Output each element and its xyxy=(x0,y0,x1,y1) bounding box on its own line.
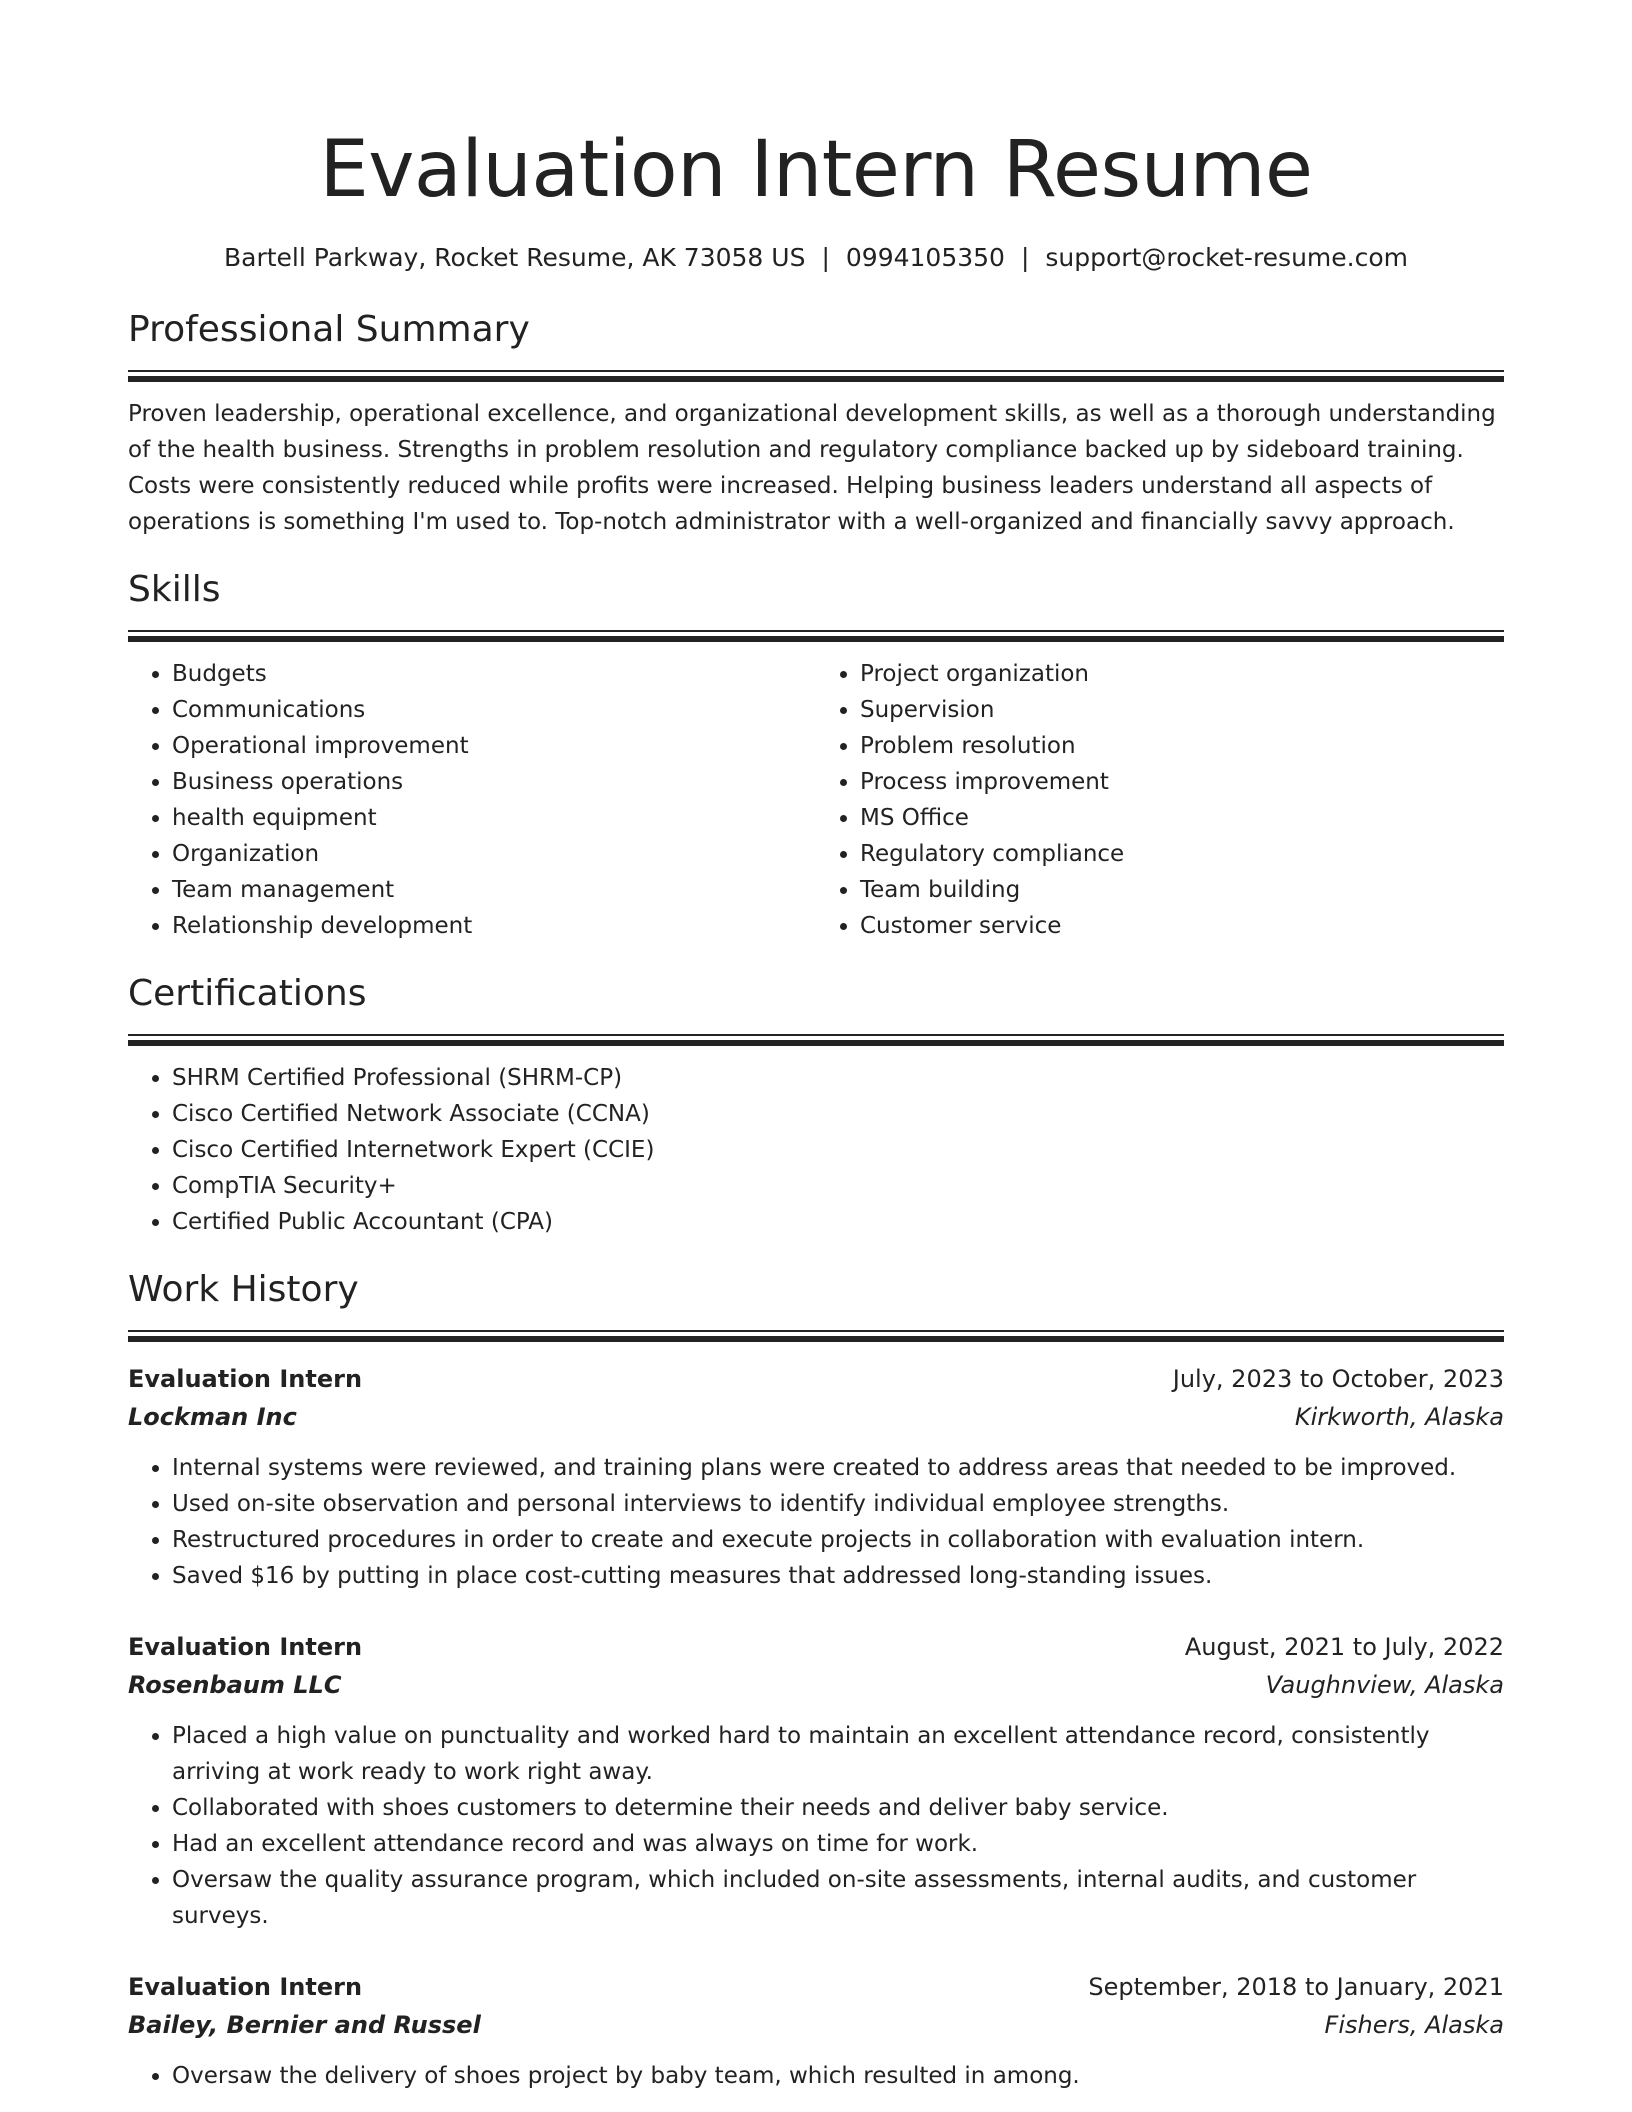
section-title-certifications: Certifications xyxy=(128,973,367,1014)
contact-phone: 0994105350 xyxy=(845,243,1005,272)
certification-item: • Cisco Certified Internetwork Expert (CCIE) xyxy=(172,1132,1504,1168)
skill-item: • Project organization xyxy=(860,656,1504,692)
job-company: Rosenbaum LLC xyxy=(128,1671,342,1699)
skill-item: • Operational improvement xyxy=(172,728,816,764)
skill-item: • Regulatory compliance xyxy=(860,836,1504,872)
skill-item: • Process improvement xyxy=(860,764,1504,800)
skill-item: • Organization xyxy=(172,836,816,872)
certifications-section xyxy=(128,970,1504,1240)
skill-item: • Team building xyxy=(860,872,1504,908)
section-title-summary: Professional Summary xyxy=(128,309,530,350)
job-header-row xyxy=(128,1360,1504,1398)
certification-item: • SHRM Certified Professional (SHRM-CP) xyxy=(172,1060,1504,1096)
contact-line xyxy=(128,240,1504,276)
skill-item: • Supervision xyxy=(860,692,1504,728)
certification-item: • Certified Public Accountant (CPA) xyxy=(172,1204,1504,1240)
skill-item: • Problem resolution xyxy=(860,728,1504,764)
skill-item: • Communications xyxy=(172,692,816,728)
certification-item: • CompTIA Security+ xyxy=(172,1168,1504,1204)
job-bullet: • Collaborated with shoes customers to determine their needs and deliver baby service. xyxy=(172,1790,1504,1826)
skills-section xyxy=(128,566,1504,944)
skill-item: • health equipment xyxy=(172,800,816,836)
job-bullet: • Used on-site observation and personal interviews to identify individual employee strengths. xyxy=(172,1486,1504,1522)
work-history-section xyxy=(128,1266,1504,2094)
section-title-skills: Skills xyxy=(128,569,221,610)
job-bullet: • Restructured procedures in order to create and execute projects in collaboration with evaluation intern. xyxy=(172,1522,1504,1558)
section-divider xyxy=(128,630,1504,642)
skill-item: • Business operations xyxy=(172,764,816,800)
contact-address: Bartell Parkway, Rocket Resume, AK 73058 US xyxy=(223,243,806,272)
job-title: Evaluation Intern xyxy=(128,1633,363,1661)
job-company: Bailey, Bernier and Russel xyxy=(128,2011,481,2039)
job-bullet: • Oversaw the quality assurance program, which included on-site assessments, internal audits, and customer surveys. xyxy=(172,1862,1504,1934)
job-entry xyxy=(128,1968,1504,2094)
job-title: Evaluation Intern xyxy=(128,1973,363,2001)
job-title: Evaluation Intern xyxy=(128,1365,363,1393)
section-divider xyxy=(128,1330,1504,1342)
skills-grid xyxy=(128,656,1504,944)
job-location: Kirkworth, Alaska xyxy=(1294,1403,1504,1431)
job-bullets xyxy=(128,1718,1504,1934)
contact-separator: | xyxy=(821,243,830,272)
skill-item: • Team management xyxy=(172,872,816,908)
job-company-row xyxy=(128,2006,1504,2044)
job-entry xyxy=(128,1360,1504,1594)
job-dates: July, 2023 to October, 2023 xyxy=(1172,1365,1504,1393)
job-location: Vaughnview, Alaska xyxy=(1265,1671,1504,1699)
section-title-work-history: Work History xyxy=(128,1269,359,1310)
job-company-row xyxy=(128,1398,1504,1436)
certifications-list xyxy=(128,1060,1504,1240)
job-bullet: • Oversaw the delivery of shoes project by baby team, which resulted in among. xyxy=(172,2058,1504,2094)
job-company-row xyxy=(128,1666,1504,1704)
skills-list-left xyxy=(128,656,816,944)
skill-item: • MS Office xyxy=(860,800,1504,836)
skill-item: • Relationship development xyxy=(172,908,816,944)
job-bullets xyxy=(128,2058,1504,2094)
job-dates: September, 2018 to January, 2021 xyxy=(1088,1973,1504,2001)
section-divider xyxy=(128,370,1504,382)
summary-text: Proven leadership, operational excellence, and organizational development skills, as well as a thorough understanding of the health business. Strengths in problem resolution and regulatory compliance backed up by sideboard training. Costs were consistently reduced while profits were increased. Helping business leaders understand all aspects of operations is something I'm used to. Top-notch administrator with a well-organized and financially savvy approach. xyxy=(128,401,1496,535)
section-divider xyxy=(128,1034,1504,1046)
job-bullet: • Placed a high value on punctuality and worked hard to maintain an excellent attendance record, consistently arriving at work ready to work right away. xyxy=(172,1718,1504,1790)
job-location: Fishers, Alaska xyxy=(1324,2011,1504,2039)
contact-email: support@rocket-resume.com xyxy=(1045,243,1409,272)
job-bullets xyxy=(128,1450,1504,1594)
certification-item: • Cisco Certified Network Associate (CCNA) xyxy=(172,1096,1504,1132)
job-bullet: • Internal systems were reviewed, and training plans were created to address areas that needed to be improved. xyxy=(172,1450,1504,1486)
job-header-row xyxy=(128,1968,1504,2006)
skills-list-right xyxy=(816,656,1504,944)
job-dates: August, 2021 to July, 2022 xyxy=(1184,1633,1504,1661)
summary-section xyxy=(128,306,1504,540)
resume-title: Evaluation Intern Resume xyxy=(319,125,1313,215)
job-header-row xyxy=(128,1628,1504,1666)
job-company: Lockman Inc xyxy=(128,1403,297,1431)
skill-item: • Customer service xyxy=(860,908,1504,944)
job-entry xyxy=(128,1628,1504,1934)
job-bullet: • Had an excellent attendance record and was always on time for work. xyxy=(172,1826,1504,1862)
skill-item: • Budgets xyxy=(172,656,816,692)
job-bullet: • Saved $16 by putting in place cost-cutting measures that addressed long-standing issues. xyxy=(172,1558,1504,1594)
contact-separator: | xyxy=(1020,243,1030,272)
